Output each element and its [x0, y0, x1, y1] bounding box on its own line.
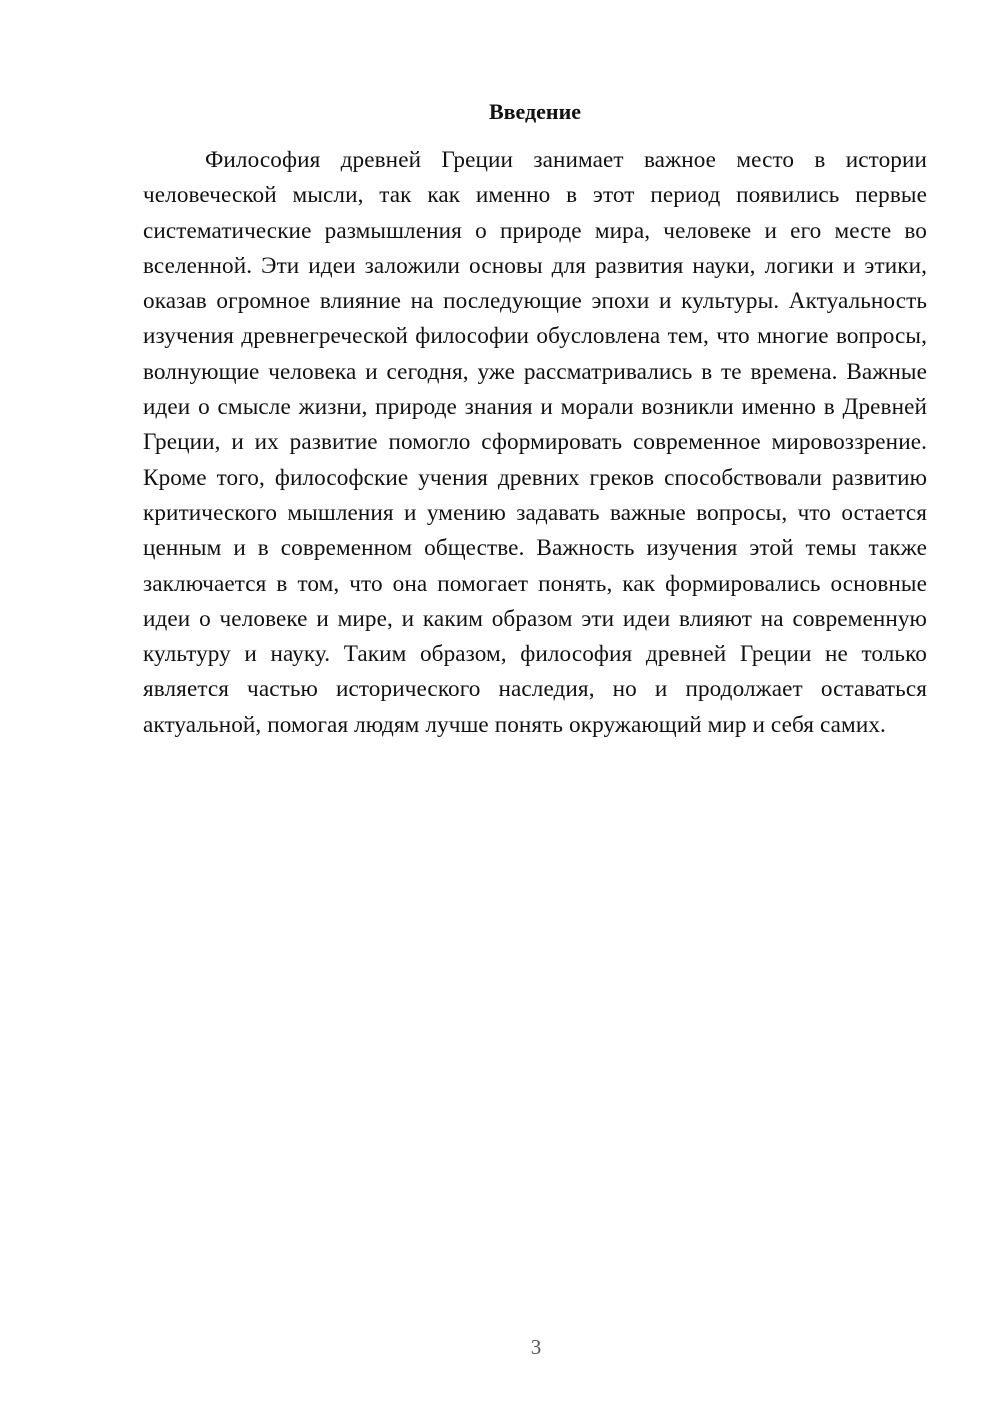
section-heading: Введение: [488, 99, 582, 124]
introduction-paragraph: Философия древней Греции занимает важное место в истории человеческой мысли, так как именно в этот период появились первые систематические размышления о природе мира, человеке и его месте во вселенной. Эти идеи заложили основы для развития науки, логики и этики, оказав огромное влияние на последующие эпохи и культуры. Актуальность изучения древнегреческой философии обусловлена тем, что многие вопросы, волнующие человека и сегодня, уже рассматривались в те времена. Важные идеи о смысле жизни, природе знания и морали возникли именно в Древней Греции, и их развитие помогло сформировать современное мировоззрение. Кроме того, философские учения древних греков способствовали развитию критического мышления и умению задавать важные вопросы, что остается ценным и в современном обществе. Важность изучения этой темы также заключается в том, что она помогает понять, как формировались основные идеи о человеке и мире, и каким образом эти идеи влияют на современную культуру и науку. Таким образом, философия древней Греции не только является частью исторического наследия, но и продолжает оставаться актуальной, помогая людям лучше понять окружающий мир и себя самих.: [143, 147, 927, 738]
page-number: 3: [530, 1335, 542, 1359]
